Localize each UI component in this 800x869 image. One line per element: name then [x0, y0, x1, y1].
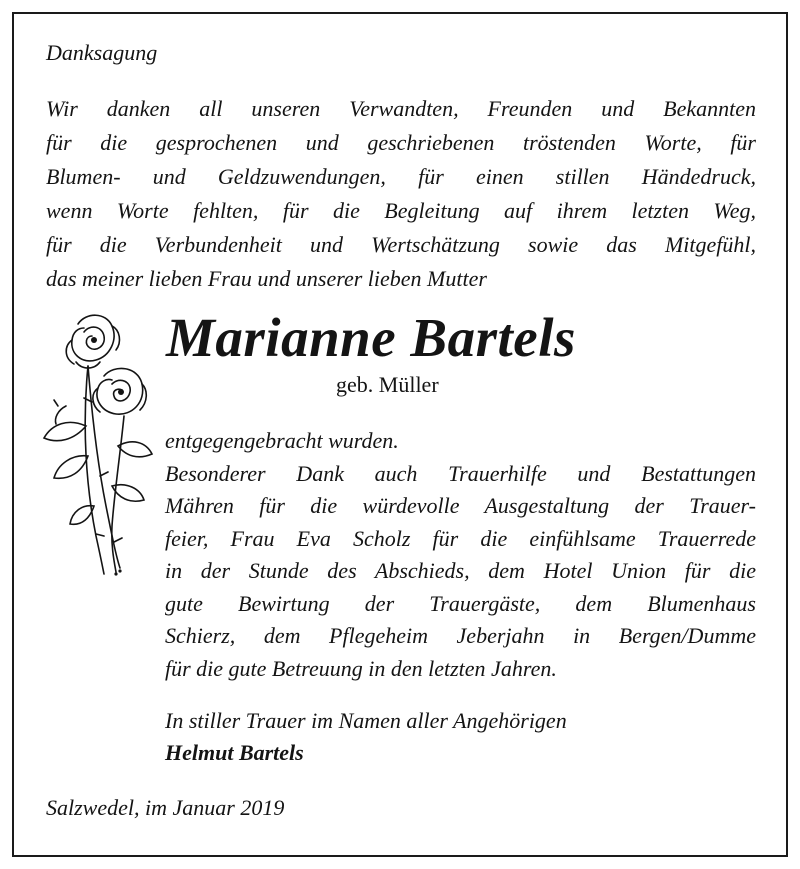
deceased-name: Marianne Bartels [166, 307, 576, 368]
intro-line: Blumen- und Geldzuwendungen, für einen stillen Händedruck, [46, 164, 756, 189]
body-line: für die gute Betreuung in den letzten Jahren. [165, 655, 557, 681]
intro-paragraph [46, 92, 756, 296]
body-line: Mähren für die würdevolle Ausgestaltung der Trauer- [165, 493, 756, 518]
maiden-name: geb. Müller [336, 372, 439, 397]
intro-line: Wir danken all unseren Verwandten, Freunden und Bekannten [46, 96, 756, 121]
intro-line: wenn Worte fehlten, für die Begleitung auf ihrem letzten Weg, [46, 198, 756, 223]
intro-line: das meiner lieben Frau und unserer lieben Mutter [46, 266, 487, 291]
body-line: Besonderer Dank auch Trauerhilfe und Bestattungen [165, 460, 756, 486]
intro-line: für die Verbundenheit und Wertschätzung sowie das Mitgefühl, [46, 232, 756, 257]
signer-name: Helmut Bartels [165, 740, 304, 765]
body-line: Schierz, dem Pflegeheim Jeberjahn in Bergen/Dumme [165, 623, 756, 648]
intro-line: für die gesprochenen und geschriebenen tröstenden Worte, für [46, 130, 756, 155]
thanks-paragraph [165, 425, 756, 685]
signoff-block [165, 705, 567, 769]
signoff-line: In stiller Trauer im Namen aller Angehörigen [165, 708, 567, 733]
body-line: feier, Frau Eva Scholz für die einfühlsame Trauerrede [165, 525, 756, 551]
rose-bouquet-illustration [28, 306, 156, 586]
body-line: in der Stunde des Abschieds, dem Hotel Union für die [165, 558, 756, 583]
body-line: gute Bewirtung der Trauergäste, dem Blumenhaus [165, 590, 756, 616]
body-line: entgegengebracht wurden. [165, 428, 399, 453]
place-date: Salzwedel, im Januar 2019 [46, 795, 285, 820]
notice-heading: Danksagung [46, 40, 158, 65]
